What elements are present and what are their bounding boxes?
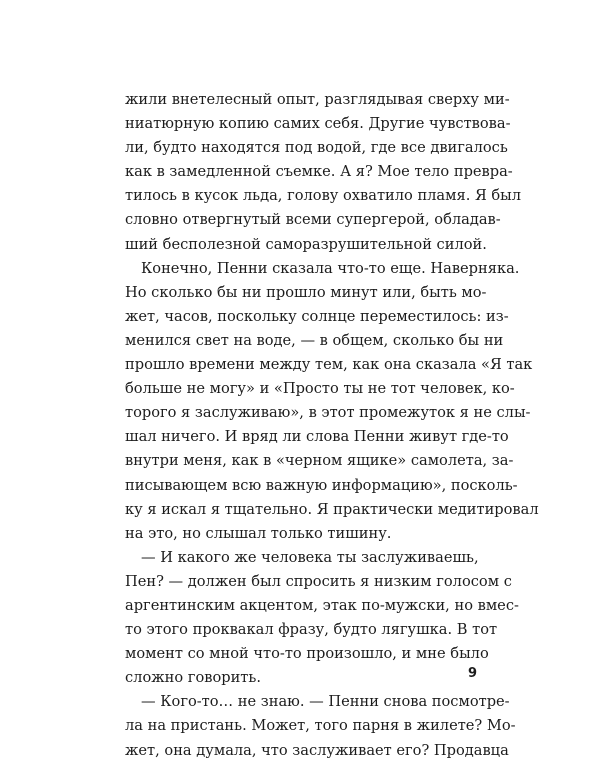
text-line: ниатюрную копию самих себя. Другие чувствова- (125, 115, 511, 133)
text-line: ли, будто находятся под водой, где все двигалось (125, 139, 508, 157)
text-line: как в замедленной съемке. А я? Мое тело превра- (125, 163, 513, 181)
text-line: торого я заслуживаю», в этот промежуток я не слы- (125, 404, 531, 422)
text-line: тилось в кусок льда, голову охватило пламя. Я был (125, 187, 522, 205)
text-line: жили внетелесный опыт, разглядывая сверху ми- (125, 91, 510, 108)
text-line: жет, часов, поскольку солнце переместилось: из- (125, 307, 509, 325)
text-line: жет, она думала, что заслуживает его? Продавца (125, 741, 509, 759)
page-number: 9 (467, 666, 477, 681)
text-line: больше не могу» и «Просто ты не тот человек, ко- (125, 380, 515, 398)
text-line: сложно говорить. (125, 669, 261, 687)
text-line: аргентинским акцентом, этак по-мужски, но вмес- (125, 596, 519, 614)
text-line: писывающем всю важную информацию», посколь- (125, 476, 518, 494)
text-line: словно отвергнутый всеми супергерой, обладав- (125, 211, 501, 229)
text-line: — Кого-то… не знаю. — Пенни снова посмотре- (141, 693, 510, 711)
text-line: момент со мной что-то произошло, и мне было (125, 645, 489, 663)
text-line: ла на пристань. Может, того парня в жилете? Мо- (125, 717, 516, 735)
text-line: прошло времени между тем, как она сказала «Я так (125, 356, 533, 374)
text-line: шал ничего. И вряд ли слова Пенни живут где-то (125, 428, 509, 446)
text-line: менился свет на воде, — в общем, сколько бы ни (125, 331, 504, 349)
text-line: на это, но слышал только тишину. (125, 524, 392, 542)
text-line: Пен? — должен был спросить я низким голосом с (125, 572, 512, 590)
text-line: Но сколько бы ни прошло минут или, быть мо- (125, 283, 487, 301)
text-line: то этого проквакал фразу, будто лягушка. В тот (125, 621, 498, 639)
text-line: внутри меня, как в «черном ящике» самолета, за- (125, 452, 514, 470)
text-line: ку я искал я тщательно. Я практически медитировал (125, 500, 539, 518)
body-text (125, 88, 539, 763)
text-line: ший бесполезной саморазрушительной силой. (125, 235, 487, 253)
text-line: Конечно, Пенни сказала что-то еще. Наверняка. (141, 259, 520, 277)
text-line: — И какого же человека ты заслуживаешь, (141, 548, 479, 566)
